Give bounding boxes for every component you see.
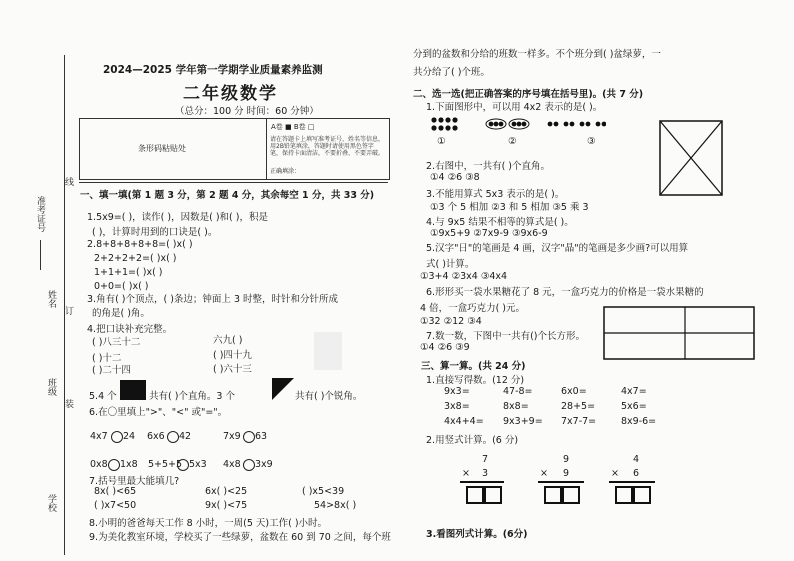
- fill-example-label: 正确填涂：: [270, 168, 301, 175]
- section2-heading: 二、选一选(把正确答案的序号填在括号里)。(共 7 分): [413, 89, 644, 100]
- q8-text: 8.小明的爸爸每天工作 8 小时，一周(5 天)工作( )小时。: [89, 518, 328, 529]
- student-number-label: 准考证号: [35, 196, 45, 232]
- calc-item: 8x8=: [503, 401, 529, 412]
- seal-char-order: 订: [63, 306, 73, 315]
- calc-item: 6x0=: [561, 386, 587, 397]
- section3-heading: 三、算一算。(共 24 分): [421, 361, 526, 372]
- dot-option-3: [548, 122, 606, 127]
- q4-item: 六九( ): [213, 335, 243, 346]
- q7-item: ( )x5<39: [302, 486, 345, 497]
- s2-q5-options: ①3+4 ②3x4 ③4x4: [420, 271, 508, 282]
- q2-line3: 1+1+1=( )x( ): [94, 267, 163, 278]
- s2-q2-options: ①4 ②6 ③8: [430, 172, 480, 183]
- q4-item: ( )十二: [92, 353, 122, 364]
- q5-text-c: 共有( )个锐角。: [295, 391, 363, 402]
- q4-item: ( )六十三: [213, 364, 252, 375]
- s2-q1: 1.下面图形中，可以用 4x2 表示的是( )。: [426, 102, 603, 113]
- q6-expr: 5x3: [189, 459, 207, 470]
- answer-box[interactable]: [562, 486, 580, 504]
- q7-heading: 7.括号里最大能填几?: [89, 476, 180, 487]
- q9-continued-1: 分到的盆数和分给的班数一样多。不个班分到( )盆绿萝，一: [413, 49, 661, 60]
- exam-title: 2024—2025 学年第一学期学业质量素养监测: [103, 64, 323, 76]
- q2-line1: 2.8+8+8+8+8=( )x( ): [87, 239, 193, 250]
- s2-q6-options: ①32 ②12 ③4: [420, 316, 482, 327]
- s2q1-option-3: ③: [587, 136, 596, 147]
- q9-text: 9.为美化教室环境，学校买了一些绿萝，盆数在 60 到 70 之间，每个班: [89, 532, 391, 543]
- s2-q4: 4.与 9x5 结果不相等的算式是( )。: [426, 217, 574, 228]
- calc-item: 28+5=: [561, 401, 596, 412]
- q4-item: ( )四十九: [213, 350, 252, 361]
- class-label: 班级: [46, 378, 56, 396]
- compare-circle[interactable]: [108, 459, 120, 471]
- barcode-label: 条形码粘贴处: [138, 144, 186, 153]
- q1-line2: ( )，计算时用到的口诀是( )。: [92, 227, 218, 238]
- school-label: 学校: [46, 494, 56, 512]
- calc-item: 4x4+4=: [444, 416, 484, 427]
- dot-option-1: [431, 117, 457, 130]
- s2-q6-line1: 6.形形买一袋水果糖花了 8 元，一盒巧克力的价格是一袋水果糖的: [426, 287, 704, 298]
- calc-item: 7x7-7=: [561, 416, 597, 427]
- barcode-divider: [266, 118, 267, 179]
- seal-char-line: 线: [63, 177, 73, 186]
- q7-item: 54>8x( ): [314, 500, 357, 511]
- vertical-rule: [460, 481, 504, 483]
- q6-expr: 4x8: [223, 459, 241, 470]
- times-sign: ×: [540, 468, 548, 479]
- faded-bleed-image: [314, 332, 342, 370]
- score-time: （总分：100 分 时间：60 分钟）: [175, 106, 319, 117]
- answer-box[interactable]: [544, 486, 562, 504]
- q2-line4: 0+0=( )x( ): [94, 281, 149, 292]
- s2-q4-options: ①9x5+9 ②7x9-9 ③9x6-9: [430, 228, 548, 239]
- q9-continued-2: 共分给了( )个班。: [413, 67, 490, 78]
- q1-line1: 1.5x9=( )，读作( )，因数是( )和( )，积是: [87, 212, 268, 223]
- vertical-bottom: 3: [482, 468, 489, 479]
- subject-title: 二年级数学: [183, 84, 278, 104]
- name-label: 姓名: [46, 290, 56, 308]
- times-sign: ×: [462, 468, 470, 479]
- q6-expr: 5+5+5: [148, 459, 183, 470]
- q6-expr: 63: [255, 431, 268, 442]
- q4-heading: 4.把口诀补充完整。: [87, 324, 173, 335]
- s2-q3-options: ①3 个 5 相加 ②3 和 5 相加 ③5 乘 3: [430, 202, 589, 213]
- calc-item: 5x6=: [621, 401, 647, 412]
- compare-circle[interactable]: [243, 431, 255, 443]
- vertical-top: 7: [482, 454, 489, 465]
- q6-expr: 1x8: [120, 459, 138, 470]
- s2-q5-line2: 式( )计算。: [426, 259, 475, 270]
- s2-q6-line2: 4 倍，一盒巧克力( )元。: [420, 303, 525, 314]
- vertical-top: 4: [633, 454, 640, 465]
- acute-triangle-shape: [272, 378, 294, 400]
- q4-item: ( )八三十二: [92, 337, 141, 348]
- q6-expr: 42: [179, 431, 192, 442]
- vertical-rule: [609, 481, 655, 483]
- q6-expr: 24: [123, 431, 136, 442]
- q7-item: 9x( )<75: [205, 500, 248, 511]
- compare-circle[interactable]: [177, 459, 189, 471]
- ab-paper-label: A卷 ■ B卷 □: [271, 123, 315, 131]
- answer-box[interactable]: [633, 486, 651, 504]
- q6-expr: 6x6: [147, 431, 165, 442]
- header-rule: [79, 182, 388, 183]
- q7-item: 6x( )<25: [205, 486, 248, 497]
- q6-expr: 0x8: [90, 459, 108, 470]
- q2-line2: 2+2+2+2=( )x( ): [94, 253, 177, 264]
- answer-box[interactable]: [615, 486, 633, 504]
- answer-box[interactable]: [484, 486, 502, 504]
- s2-q3: 3.不能用算式 5x3 表示的是( )。: [426, 189, 565, 200]
- student-number-field[interactable]: [40, 240, 41, 270]
- s2-q2: 2.右图中，一共有( )个直角。: [426, 161, 550, 172]
- rectangle-with-diagonals: [659, 120, 723, 196]
- s3-q3: 3.看图列式计算。(6分): [426, 529, 528, 540]
- s3-q2: 2.用竖式计算。(6 分): [426, 435, 519, 446]
- section1-heading: 一、填一填(第 1 题 3 分，第 2 题 4 分，其余每空 1 分，共 33 分): [80, 190, 375, 201]
- instruction-notes: 请在答题卡上填写准考证号、姓名等信息，用2B铅笔填涂，答题时请使用黑色签字笔，保持卡面清洁，不要折叠、不要弄破。: [270, 136, 385, 157]
- s2q1-option-1: ①: [437, 136, 446, 147]
- vertical-bottom: 9: [563, 468, 570, 479]
- compare-circle[interactable]: [111, 431, 123, 443]
- binding-line: [64, 55, 65, 555]
- compare-circle[interactable]: [167, 431, 179, 443]
- answer-box[interactable]: [466, 486, 484, 504]
- vertical-top: 9: [563, 454, 570, 465]
- q3-line1: 3.角有( )个顶点，( )条边；钟面上 3 时整，时针和分针所成: [87, 294, 339, 305]
- compare-circle[interactable]: [243, 459, 255, 471]
- seal-char-bind: 装: [63, 399, 73, 408]
- q6-heading: 6.在〇里填上">"、"<" 或"="。: [89, 407, 228, 418]
- q6-expr: 4x7: [90, 431, 108, 442]
- q7-item: ( )x7<50: [94, 500, 137, 511]
- s2-q5-line1: 5.汉字"日"的笔画是 4 画，汉字"晶"的笔画是多少画?可以用算: [426, 243, 689, 254]
- q7-item: 8x( )<65: [94, 486, 137, 497]
- calc-item: 4x7=: [621, 386, 647, 397]
- s3-q1: 1.直接写得数。(12 分): [426, 375, 525, 386]
- q5-text-b: 共有( )个直角。3 个: [149, 391, 235, 402]
- calc-item: 8x9-6=: [621, 416, 657, 427]
- vertical-bottom: 6: [633, 468, 640, 479]
- q3-line2: 的角是( )角。: [92, 308, 150, 319]
- right-angle-shape: [120, 380, 146, 400]
- s2-q7: 7.数一数，下图中一共有()个长方形。: [426, 331, 585, 342]
- q5-text-a: 5.4 个: [89, 391, 117, 402]
- q4-item: ( )二十四: [92, 365, 131, 376]
- calc-item: 9x3=: [444, 386, 470, 397]
- q6-expr: 3x9: [255, 459, 273, 470]
- s2-q7-options: ①4 ②6 ③9: [420, 342, 470, 353]
- s2q1-option-2: ②: [508, 136, 517, 147]
- dot-option-2: [486, 119, 529, 129]
- calc-item: 9x3+9=: [503, 416, 543, 427]
- vertical-rule: [538, 481, 584, 483]
- q6-expr: 7x9: [223, 431, 241, 442]
- times-sign: ×: [611, 468, 619, 479]
- rectangle-grid-figure: [603, 306, 755, 360]
- calc-item: 3x8=: [444, 401, 470, 412]
- calc-item: 47-8=: [503, 386, 533, 397]
